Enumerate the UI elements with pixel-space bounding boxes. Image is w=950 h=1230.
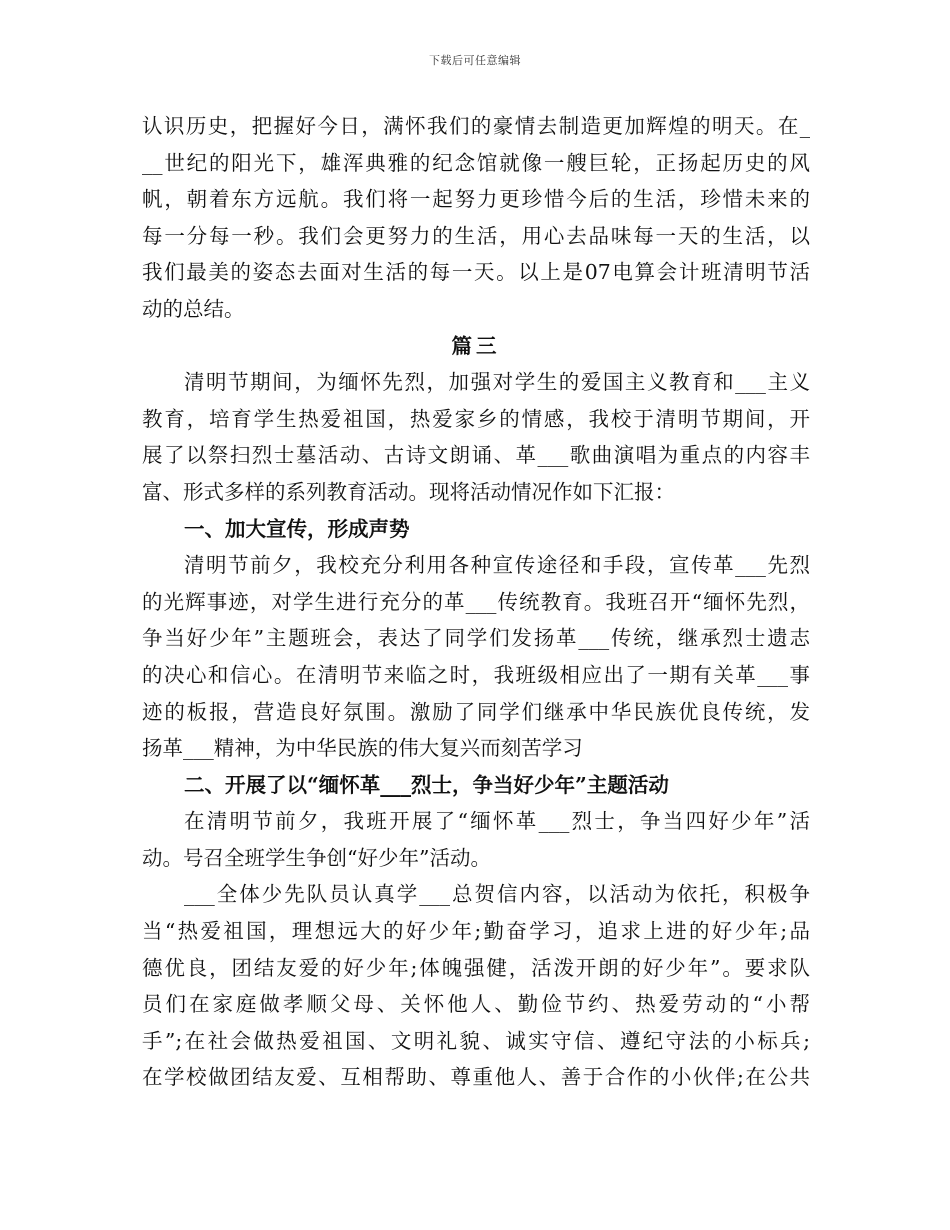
paragraph-publicity — [142, 547, 810, 767]
heading-publicity: 一、加大宣传，形成声势 — [184, 516, 410, 541]
text-line: 认识历史，把握好今日，满怀我们的豪情去制造更加辉煌的明天。在_ — [142, 114, 810, 138]
heading-theme-activity: 二、开展了以“缅怀革___烈士，争当好少年”主题活动 — [184, 772, 669, 797]
text-line: 在清明节前夕，我班开展了“缅怀革___烈士，争当四好少年”活 — [184, 809, 810, 834]
text-line: 争当好少年”主题班会，表达了同学们发扬革___传统，继承烈士遗志 — [142, 626, 810, 651]
text-line: 清明节期间，为缅怀先烈，加强对学生的爱国主义教育和___主义 — [184, 370, 810, 395]
text-line: 教育，培育学生热爱祖国，热爱家乡的情感，我校于清明节期间，开 — [142, 406, 810, 431]
section-title: 篇三 — [451, 333, 501, 358]
paragraph-summary — [142, 108, 810, 328]
text-line: __世纪的阳光下，雄浑典雅的纪念馆就像一艘巨轮，正扬起历史的风 — [142, 150, 810, 175]
text-line: 动的总结。 — [142, 296, 245, 321]
text-line: 富、形式多样的系列教育活动。现将活动情况作如下汇报： — [142, 479, 675, 504]
paragraph-good-youth — [142, 876, 810, 1096]
text-line: 在学校做团结友爱、互相帮助、尊重他人、善于合作的小伙伴;在公共 — [142, 1065, 810, 1090]
document-body — [142, 108, 810, 1096]
text-line: 展了以祭扫烈士墓活动、古诗文朗诵、革___歌曲演唱为重点的内容丰 — [142, 443, 810, 468]
text-line: 清明节前夕，我校充分利用各种宣传途径和手段，宣传革___先烈 — [184, 553, 810, 578]
text-line: 扬革___精神，为中华民族的伟大复兴而刻苦学习 — [142, 736, 583, 761]
paragraph-intro — [142, 364, 810, 510]
text-line: 的决心和信心。在清明节来临之时，我班级相应出了一期有关革___事 — [142, 662, 810, 687]
text-line: 动。号召全班学生争创“好少年”活动。 — [142, 845, 491, 870]
text-line: ___全体少先队员认真学___总贺信内容，以活动为依托，积极争 — [184, 882, 810, 907]
page-header-note: 下载后可任意编辑 — [429, 54, 521, 67]
text-line: 我们最美的姿态去面对生活的每一天。以上是07电算会计班清明节活 — [142, 260, 810, 285]
text-line: 当“热爱祖国，理想远大的好少年;勤奋学习，追求上进的好少年;品 — [142, 919, 810, 944]
text-line: 每一分每一秒。我们会更努力的生活，用心去品味每一天的生活，以 — [142, 223, 810, 248]
text-line: 迹的板报，营造良好氛围。激励了同学们继承中华民族优良传统，发 — [142, 699, 810, 724]
text-line: 帆，朝着东方远航。我们将一起努力更珍惜今后的生活，珍惜未来的 — [142, 187, 810, 212]
text-line: 德优良，团结友爱的好少年;体魄强健，活泼开朗的好少年”。要求队 — [142, 955, 810, 980]
text-line: 的光辉事迹，对学生进行充分的革___传统教育。我班召开“缅怀先烈， — [142, 589, 810, 614]
paragraph-theme-activity — [142, 803, 810, 876]
text-line: 手”;在社会做热爱祖国、文明礼貌、诚实守信、遵纪守法的小标兵; — [142, 1028, 810, 1053]
text-line: 员们在家庭做孝顺父母、关怀他人、勤俭节约、热爱劳动的“小帮 — [142, 992, 810, 1017]
